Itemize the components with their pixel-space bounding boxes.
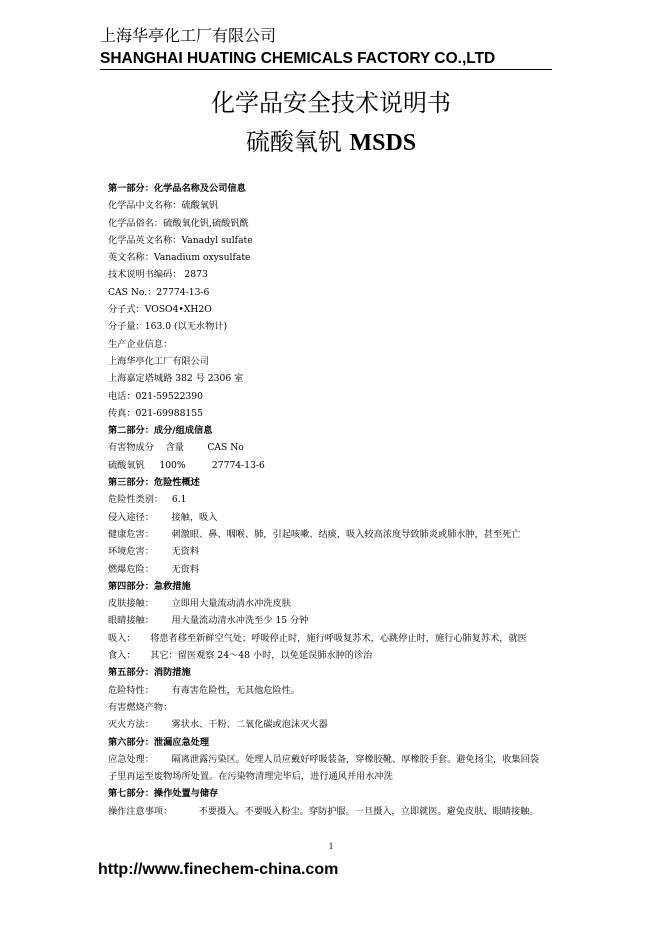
body-line: 技术说明书编码： 2873 bbox=[108, 269, 208, 281]
body-line: 上海嘉定塔城路 382 号 2306 室 bbox=[108, 373, 244, 385]
body-line: 硫酸氧钒 100% 27774-13-6 bbox=[108, 459, 265, 471]
body-line: 应急处理： 隔离泄露污染区。处理人员应戴好呼吸装备，穿橡胶靴、厚橡胶手套。避免扬尘，收集回袋 bbox=[108, 753, 539, 765]
company-name-cn: 上海华亭化工厂有限公司 bbox=[100, 26, 277, 45]
page-number: 1 bbox=[328, 841, 334, 851]
body-line: 危险特性： 有毒害危险性，无其他危险性。 bbox=[108, 684, 301, 696]
footer-url-link[interactable]: http://www.finechem-china.com bbox=[98, 861, 339, 878]
company-name-en: SHANGHAI HUATING CHEMICALS FACTORY CO.,LTD bbox=[100, 50, 552, 70]
body-line: 健康危害： 刺激眼、鼻、咽喉、肺，引起咳嗽、结痰，吸入较高浓度导致肺炎或肺水肿，甚至死亡 bbox=[108, 528, 521, 540]
body-line: 有害物成分 含量 CAS No bbox=[108, 442, 244, 454]
body-line: 操作注意事项： 不要摄入。不要吸入粉尘。穿防护服。一旦摄入，立即就医。避免皮肤、眼睛接触。 bbox=[108, 805, 539, 817]
body-line: 化学品中文名称：硫酸氧钒 bbox=[108, 200, 219, 212]
body-line: 食入： 其它：留医观察 24～48 小时，以免延误肺水肿的诊治 bbox=[108, 650, 373, 662]
section-heading: 第六部分：泄漏应急处理 bbox=[108, 736, 210, 748]
body-line: 分子量：163.0 (以无水物计) bbox=[108, 321, 228, 333]
section-heading: 第四部分：急救措施 bbox=[108, 580, 191, 592]
subtitle-cn: 硫酸氧钒 bbox=[245, 128, 342, 156]
section-heading: 第三部分：危险性概述 bbox=[108, 477, 200, 489]
body-line: 英文名称：Vanadium oxysulfate bbox=[108, 252, 251, 264]
body-line: 子里再运至废物场所处置。在污染物清理完毕后，进行通风并用水冲洗 bbox=[108, 771, 393, 783]
body-line: 皮肤接触： 立即用大量流动清水冲洗皮肤 bbox=[108, 598, 291, 610]
document-subtitle bbox=[0, 127, 662, 158]
section-heading: 第五部分：消防措施 bbox=[108, 667, 191, 679]
section-heading: 第一部分：化学品名称及公司信息 bbox=[108, 183, 246, 194]
document-title: 化学品安全技术说明书 bbox=[211, 89, 451, 117]
section-heading: 第七部分：操作处置与储存 bbox=[108, 788, 219, 800]
body-line: 吸入： 将患者移至新鲜空气处；呼吸停止时，施行呼吸复苏术，心跳停止时，施行心肺复苏术，就医 bbox=[108, 632, 527, 644]
body-line: 生产企业信息： bbox=[108, 338, 173, 350]
body-line: 电话：021-59522390 bbox=[108, 390, 203, 402]
section-heading: 第二部分：成分/组成信息 bbox=[108, 425, 213, 437]
body-line: 侵入途径： 接触，吸入 bbox=[108, 511, 218, 523]
body-line: 环境危害： 无资料 bbox=[108, 546, 200, 558]
document-body bbox=[108, 180, 578, 820]
body-line: 眼睛接触： 用大量流动清水冲洗至少 15 分钟 bbox=[108, 615, 309, 627]
body-line: 传真：021-69988155 bbox=[108, 407, 203, 419]
body-line: 化学品英文名称：Vanadyl sulfate bbox=[108, 234, 253, 246]
body-line: 上海华亭化工厂有限公司 bbox=[108, 355, 210, 367]
subtitle-en: MSDS bbox=[349, 130, 417, 156]
body-line: 化学品俗名：硫酸氧化钒,硫酸钒酰 bbox=[108, 217, 249, 229]
body-line: 危险性类别： 6.1 bbox=[108, 494, 187, 506]
body-line: 有害燃烧产物： bbox=[108, 701, 173, 713]
body-line: CAS No.：27774-13-6 bbox=[108, 286, 210, 298]
body-line: 分子式：VOSO4•XH2O bbox=[108, 304, 212, 316]
body-line: 灭火方法： 雾状水、干粉、二氧化碳或泡沫灭火器 bbox=[108, 719, 328, 731]
body-line: 燃爆危险： 无资料 bbox=[108, 563, 200, 575]
